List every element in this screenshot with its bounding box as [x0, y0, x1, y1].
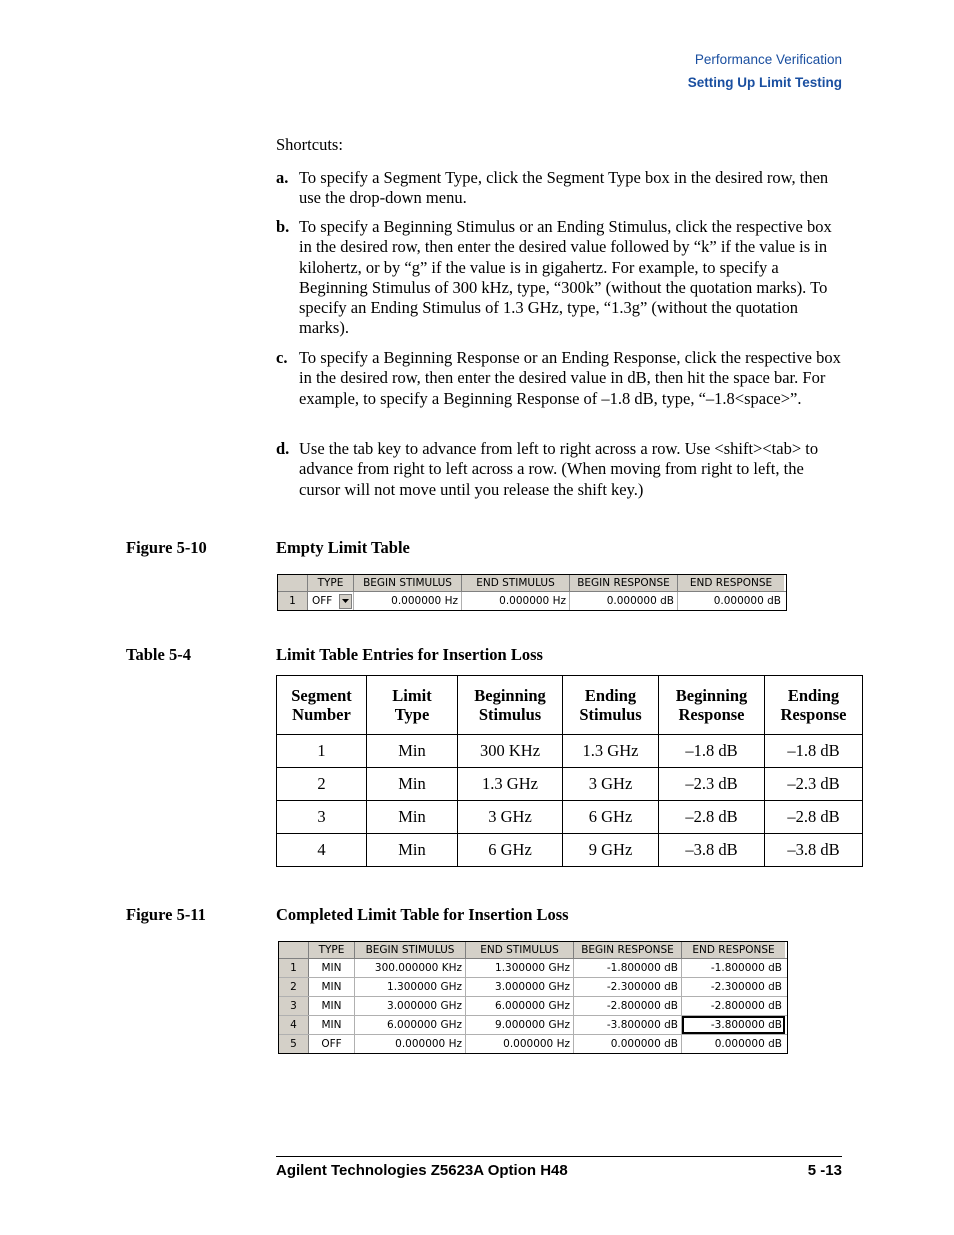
running-header-section: Performance Verification — [694, 52, 842, 67]
row-number[interactable]: 2 — [279, 978, 309, 996]
col-header-begin-response[interactable]: BEGIN RESPONSE — [574, 942, 682, 958]
grid-header-row — [279, 942, 787, 959]
grid-corner — [278, 575, 308, 591]
end-response-cell[interactable]: -2.800000 dB — [710, 1000, 782, 1012]
col-header-begin-stimulus[interactable]: BEGIN STIMULUS — [355, 942, 466, 958]
table-row — [277, 801, 863, 834]
step-text: Use the tab key to advance from left to right across a row. Use <shift><tab> to advance from right to left across a row. (When moving from right to left, the cursor will not move until you release the shift key.) — [299, 439, 819, 499]
step-b — [276, 217, 842, 339]
begin-response-cell[interactable]: -1.800000 dB — [574, 959, 682, 977]
table-cell: 4 — [277, 834, 367, 867]
col-header-end-response[interactable]: END RESPONSE — [678, 575, 784, 591]
table-title: Limit Table Entries for Insertion Loss — [276, 645, 543, 664]
dropdown-arrow-icon[interactable] — [339, 594, 352, 609]
segment-type-cell[interactable]: OFF — [309, 1035, 355, 1053]
col-header: Segment Number — [277, 676, 367, 735]
step-label: c. — [276, 348, 288, 367]
table-row — [277, 735, 863, 768]
end-response-cell[interactable]: 0.000000 dB — [713, 595, 781, 607]
row-number[interactable]: 1 — [278, 592, 308, 610]
table-cell: 3 GHz — [563, 768, 659, 801]
segment-type-cell[interactable]: MIN — [309, 959, 355, 977]
row-number[interactable]: 5 — [279, 1035, 309, 1053]
running-header-subsection: Setting Up Limit Testing — [687, 75, 842, 90]
table-row — [277, 834, 863, 867]
segment-type-cell[interactable]: MIN — [309, 978, 355, 996]
table-header-row — [277, 676, 863, 735]
begin-response-cell[interactable]: -3.800000 dB — [574, 1016, 682, 1034]
table-cell: Min — [367, 801, 458, 834]
table-cell: –2.3 dB — [765, 768, 863, 801]
col-header-begin-stimulus[interactable]: BEGIN STIMULUS — [354, 575, 462, 591]
begin-response-cell[interactable]: -2.800000 dB — [574, 997, 682, 1015]
step-label: b. — [276, 217, 290, 236]
footer-page-number: 5 -13 — [807, 1162, 842, 1179]
row-number[interactable]: 3 — [279, 997, 309, 1015]
end-stimulus-cell[interactable]: 9.000000 GHz — [466, 1016, 574, 1034]
begin-stimulus-cell[interactable]: 6.000000 GHz — [355, 1016, 466, 1034]
table-cell: 1 — [277, 735, 367, 768]
table-cell: 6 GHz — [563, 801, 659, 834]
begin-stimulus-cell[interactable]: 0.000000 Hz — [355, 1035, 466, 1053]
col-header-type[interactable]: TYPE — [308, 575, 354, 591]
figure-number: Figure 5-11 — [126, 905, 206, 924]
end-stimulus-cell[interactable]: 3.000000 GHz — [466, 978, 574, 996]
begin-stimulus-cell[interactable]: 300.000000 KHz — [355, 959, 466, 977]
table-row — [277, 768, 863, 801]
footer-rule — [276, 1156, 842, 1157]
table-cell: –1.8 dB — [765, 735, 863, 768]
table-cell: Min — [367, 768, 458, 801]
begin-response-cell[interactable]: 0.000000 dB — [574, 1035, 682, 1053]
col-header-end-stimulus[interactable]: END STIMULUS — [466, 942, 574, 958]
col-header-end-response[interactable]: END RESPONSE — [682, 942, 785, 958]
step-d — [276, 439, 842, 500]
step-text: To specify a Segment Type, click the Segment Type box in the desired row, then use the drop-down menu. — [299, 168, 829, 208]
grid-row — [278, 592, 786, 610]
table-cell: –1.8 dB — [659, 735, 765, 768]
col-header: Ending Stimulus — [563, 676, 659, 735]
end-stimulus-cell[interactable]: 0.000000 Hz — [466, 1035, 574, 1053]
figure-title: Empty Limit Table — [276, 538, 410, 557]
grid-header-row — [278, 575, 786, 592]
table-cell: Min — [367, 735, 458, 768]
empty-limit-table-grid — [277, 574, 787, 611]
step-text: To specify a Beginning Response or an Ending Response, click the respective box in the desired row, then enter the desired value in dB, then hit the space bar. For example, to specify a Beginning Response of –1.8 dB, type, “–1.8<space>”. — [299, 348, 841, 408]
grid-row — [279, 997, 787, 1016]
segment-type-cell[interactable]: MIN — [309, 997, 355, 1015]
step-label: d. — [276, 439, 290, 458]
begin-stimulus-cell[interactable]: 3.000000 GHz — [355, 997, 466, 1015]
table-cell: –2.8 dB — [765, 801, 863, 834]
col-header: Beginning Response — [659, 676, 765, 735]
grid-corner — [279, 942, 309, 958]
begin-stimulus-cell[interactable]: 1.300000 GHz — [355, 978, 466, 996]
table-cell: –3.8 dB — [659, 834, 765, 867]
end-response-cell[interactable]: 0.000000 dB — [714, 1038, 782, 1050]
table-cell: 3 — [277, 801, 367, 834]
table-cell: 3 GHz — [458, 801, 563, 834]
table-cell: 300 KHz — [458, 735, 563, 768]
end-stimulus-cell[interactable]: 0.000000 Hz — [462, 592, 570, 610]
figure-title: Completed Limit Table for Insertion Loss — [276, 905, 569, 924]
segment-type-cell[interactable]: MIN — [309, 1016, 355, 1034]
step-label: a. — [276, 168, 289, 187]
table-cell: 6 GHz — [458, 834, 563, 867]
step-text: To specify a Beginning Stimulus or an Ending Stimulus, click the respective box in the desired row, then enter the desired value followed by “k” if the value is in kilohertz, or by “g” if the value is in gigahertz. For example, to specify a Beginning Stimulus of 300 kHz, type, “300k” (without the quotation marks). To specify an Ending Stimulus of 1.3 GHz, type, “1.3g” (without the quotation marks). — [299, 217, 832, 338]
grid-row — [279, 978, 787, 997]
step-c — [276, 348, 842, 409]
grid-row — [279, 1016, 787, 1035]
figure-number: Figure 5-10 — [126, 538, 207, 557]
end-stimulus-cell[interactable]: 1.300000 GHz — [466, 959, 574, 977]
col-header: Beginning Stimulus — [458, 676, 563, 735]
step-a — [276, 168, 842, 209]
row-number[interactable]: 4 — [279, 1016, 309, 1034]
row-number[interactable]: 1 — [279, 959, 309, 977]
table-cell: Min — [367, 834, 458, 867]
table-cell: 9 GHz — [563, 834, 659, 867]
col-header-begin-response[interactable]: BEGIN RESPONSE — [570, 575, 678, 591]
end-response-cell[interactable]: -1.800000 dB — [710, 962, 782, 974]
table-cell: –3.8 dB — [765, 834, 863, 867]
col-header-type[interactable]: TYPE — [309, 942, 355, 958]
end-response-cell-selected[interactable]: -3.800000 dB — [682, 1016, 785, 1034]
begin-stimulus-cell[interactable]: 0.000000 Hz — [354, 592, 462, 610]
begin-response-cell[interactable]: 0.000000 dB — [570, 592, 678, 610]
col-header: Ending Response — [765, 676, 863, 735]
table-number: Table 5-4 — [126, 645, 191, 664]
end-response-cell[interactable]: -2.300000 dB — [710, 981, 782, 993]
limit-entries-table — [276, 675, 863, 867]
shortcuts-intro: Shortcuts: — [276, 135, 343, 154]
table-cell: –2.8 dB — [659, 801, 765, 834]
begin-response-cell[interactable]: -2.300000 dB — [574, 978, 682, 996]
table-cell: 1.3 GHz — [458, 768, 563, 801]
completed-limit-table-grid — [278, 941, 788, 1054]
col-header-end-stimulus[interactable]: END STIMULUS — [462, 575, 570, 591]
segment-type-select[interactable] — [308, 592, 354, 610]
grid-row — [279, 1035, 787, 1053]
grid-row — [279, 959, 787, 978]
end-stimulus-cell[interactable]: 6.000000 GHz — [466, 997, 574, 1015]
table-cell: –2.3 dB — [659, 768, 765, 801]
table-cell: 1.3 GHz — [563, 735, 659, 768]
footer-product: Agilent Technologies Z5623A Option H48 — [276, 1162, 568, 1179]
segment-type-value: OFF — [312, 595, 333, 607]
col-header: Limit Type — [367, 676, 458, 735]
table-cell: 2 — [277, 768, 367, 801]
